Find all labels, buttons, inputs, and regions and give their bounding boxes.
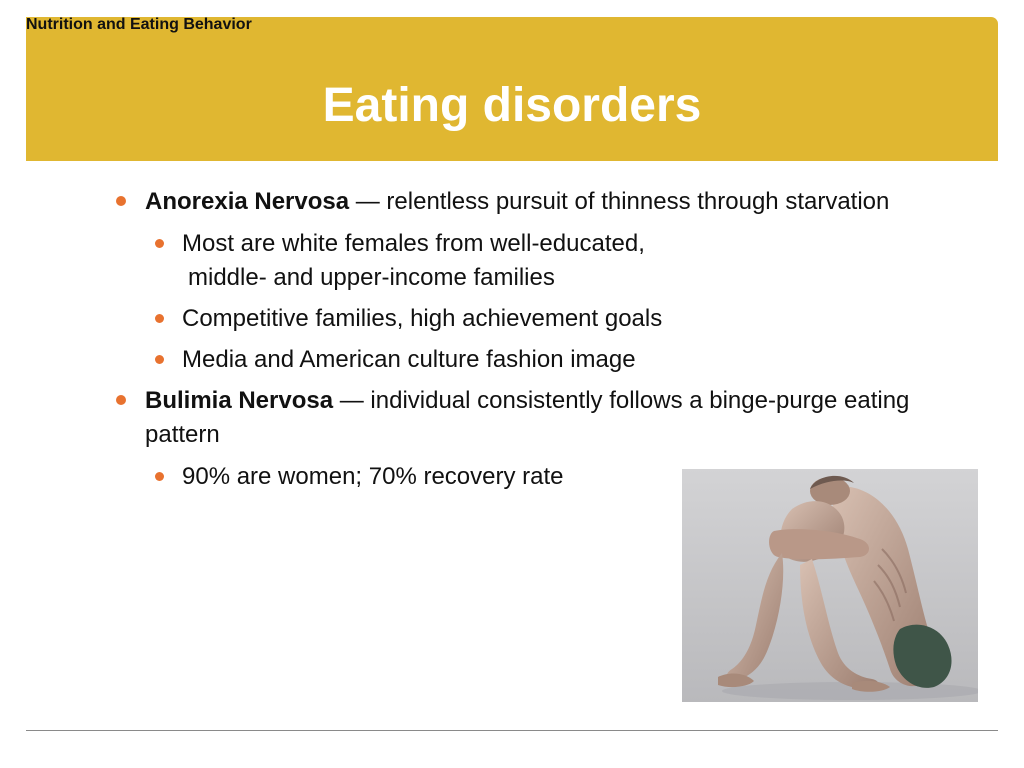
section-label: Nutrition and Eating Behavior bbox=[26, 16, 252, 33]
bullet-dot-icon bbox=[155, 314, 164, 323]
bullet-anorexia bbox=[112, 185, 912, 219]
bullet-list bbox=[112, 185, 912, 501]
term-anorexia: Anorexia Nervosa bbox=[145, 188, 350, 215]
sub-bullet-demographics bbox=[112, 227, 912, 295]
bullet-dot-icon bbox=[155, 355, 164, 364]
media-text: Media and American culture fashion image bbox=[182, 346, 636, 373]
competitive-text: Competitive families, high achievement goals bbox=[182, 305, 663, 332]
sub-bullet-media bbox=[112, 343, 912, 377]
figure-photo bbox=[682, 469, 978, 702]
bullet-dot-icon bbox=[116, 395, 126, 405]
bullet-dot-icon bbox=[155, 239, 164, 248]
demographics-text-line2: middle- and upper-income families bbox=[188, 264, 555, 291]
sub-bullet-competitive bbox=[112, 302, 912, 336]
bulimia-definition: — individual consistently follows a binge-purge eating pattern bbox=[145, 387, 910, 448]
slide-title: Eating disorders bbox=[322, 79, 702, 132]
anorexia-definition: — relentless pursuit of thinness through starvation bbox=[349, 188, 890, 215]
bullet-bulimia bbox=[112, 384, 912, 452]
bullet-dot-icon bbox=[155, 472, 164, 481]
figure-photo-icon bbox=[682, 469, 978, 702]
term-bulimia: Bulimia Nervosa bbox=[145, 387, 334, 414]
bottom-divider bbox=[26, 730, 998, 731]
demographics-text: Most are white females from well-educated, bbox=[182, 230, 645, 257]
statistics-text: 90% are women; 70% recovery rate bbox=[182, 463, 564, 490]
bullet-dot-icon bbox=[116, 196, 126, 206]
